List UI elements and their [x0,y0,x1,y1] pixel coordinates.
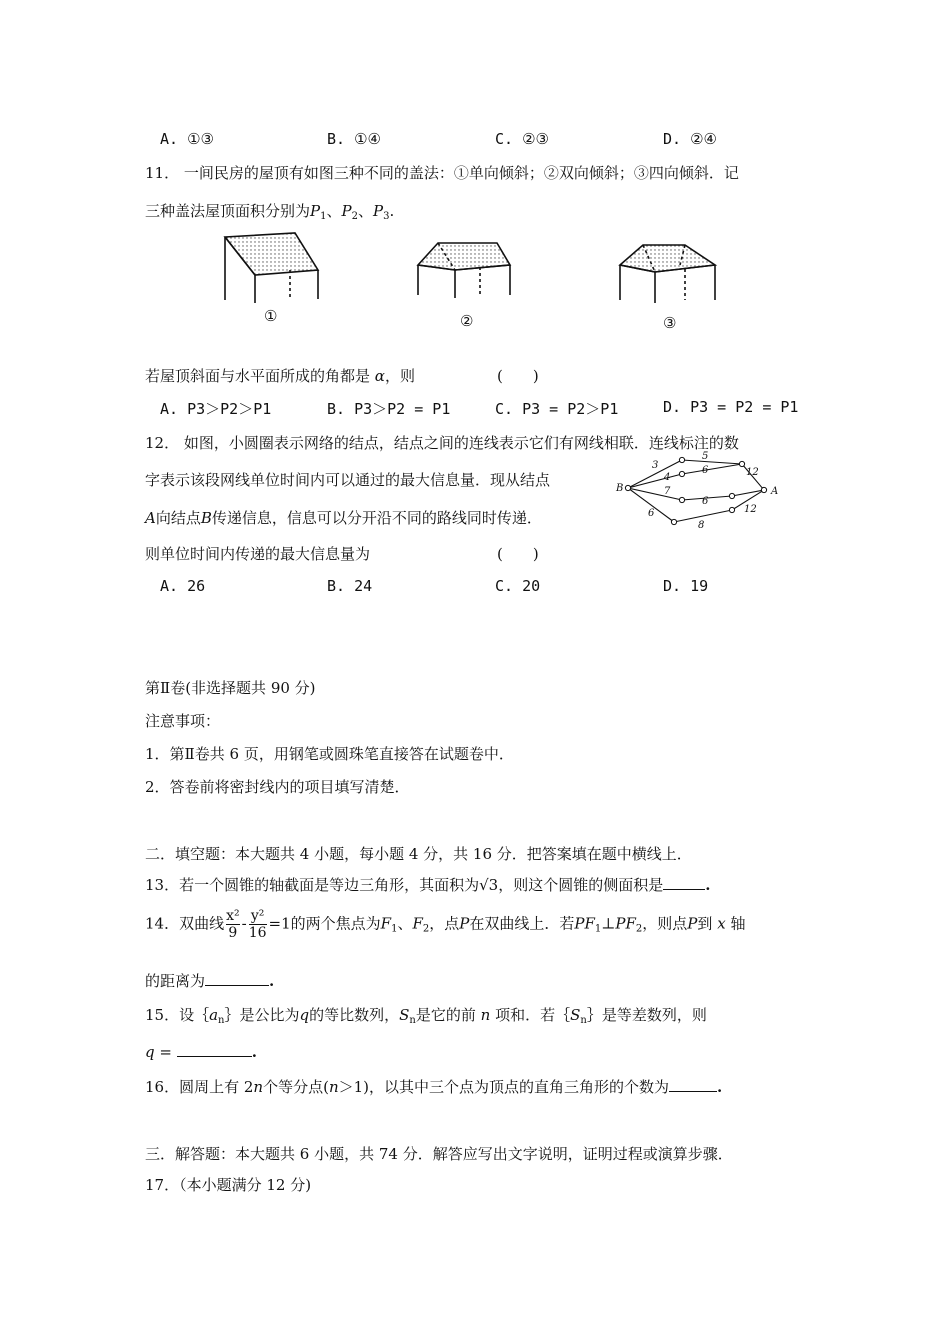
network-node [679,497,684,502]
edge-label: 12 [746,467,759,478]
q12-line2: 字表示该段网线单位时间内可以通过的最大信息量．现从结点 [145,471,551,489]
q11-option-a: A. P3＞P2＞P1 [160,400,272,418]
edge-label: 4 [664,472,671,483]
q16-answer-blank[interactable] [669,1077,717,1092]
q14-line2: 的距离为 . [145,972,275,990]
edge-label: 6 [702,496,709,507]
node-b-label: B [616,483,624,494]
edge-label: 6 [648,508,655,519]
q15-answer-blank[interactable] [177,1042,252,1057]
note-2: 2．答卷前将密封线内的项目填写清楚． [145,778,410,796]
q16: 16．圆周上有 2n个等分点(n＞1)，以其中三个点为顶点的直角三角形的个数为 . [145,1078,723,1096]
q12-option-d: D. 19 [663,577,709,595]
q10-option-a: A. ①③ [160,130,214,148]
q11-question: 若屋顶斜面与水平面所成的角都是 α，则 [145,367,415,385]
edge-label: 8 [698,520,705,531]
roof-figure-3 [620,245,715,303]
node-a [761,487,766,492]
q12-option-c: C. 20 [495,577,541,595]
q13: 13．若一个圆锥的轴截面是等边三角形，其面积为√3，则这个圆锥的侧面积是 . [145,876,711,894]
roof-figure-2 [418,243,510,298]
roof-label-1: ① [264,307,278,325]
q12-option-b: B. 24 [327,577,373,595]
edge-label: 5 [702,451,709,462]
network-node [679,457,684,462]
q15-line1: 15．设$\{a_n\}$是公比为q的等比数列，$S_n$是它的前 n 项和．若$\{S_n\}$是等差数列，则 [145,1006,707,1026]
q11-option-b: B. P3＞P2 = P1 [327,400,451,418]
q17-heading: 17．（本小题满分 12 分) [145,1176,312,1194]
q12-line4: 则单位时间内传递的最大信息量为 [145,545,371,563]
q11-option-c: C. P3 = P2＞P1 [495,400,619,418]
network-diagram [614,448,794,533]
network-node [671,519,676,524]
q10-option-c: C. ②③ [495,130,549,148]
q14-answer-blank[interactable] [205,971,269,986]
network-node [729,493,734,498]
edge-label: 12 [744,504,757,515]
q11-line2: 三种盖法屋顶面积分别为$P_1$、$P_2$、$P_3$. [145,202,395,222]
sqrt3: √3 [479,876,499,894]
q12-paren: ( ) [497,545,539,563]
q11-paren: ( ) [497,367,539,385]
section2-heading: 二．填空题：本大题共 4 小题，每小题 4 分，共 16 分．把答案填在题中横线上． [145,845,692,863]
network-node [679,471,684,476]
q12-line3: A向结点B传递信息，信息可以分开沿不同的路线同时传递． [145,509,542,527]
q11-option-d: D. P3 = P2 = P1 [663,398,799,416]
node-a-label: A [771,486,779,497]
roof-figures [210,225,800,340]
network-node [739,461,744,466]
q10-option-d: D. ②④ [663,130,717,148]
edge-label: 3 [652,460,659,471]
q14-line1: 14．双曲线 $\frac{\text{x²}}{9}$ - $\frac{\text{y²}}{16}$ =1的两个焦点为$F_1$、$F_2$，点P在双曲线上．若$PF_1\perp PF_2$，则点P到 x 轴 [145,908,746,941]
q12-option-a: A. 26 [160,577,206,595]
section3-heading: 三．解答题：本大题共 6 小题，共 74 分．解答应写出文字说明，证明过程或演算步骤． [145,1145,733,1163]
part2-title: 第Ⅱ卷(非选择题共 90 分) [145,679,316,697]
node-b [625,485,630,490]
q12-line1: 12． 如图，小圆圈表示网络的结点，结点之间的连线表示它们有网线相联．连线标注的数 [145,434,739,452]
q10-option-b: B. ①④ [327,130,381,148]
note-1: 1．第Ⅱ卷共 6 页，用钢笔或圆珠笔直接答在试题卷中． [145,745,514,763]
roof-figure-1 [225,233,318,303]
edge-label: 6 [702,465,709,476]
q13-answer-blank[interactable] [663,875,705,890]
q11-line1: 11． 一间民房的屋顶有如图三种不同的盖法：①单向倾斜；②双向倾斜；③四向倾斜．记 [145,164,739,182]
roof-label-2: ② [460,312,474,330]
q15-line2: q = . [145,1043,257,1061]
notes-title: 注意事项： [145,712,221,730]
network-node [729,507,734,512]
edge-label: 7 [664,486,671,497]
roof-label-3: ③ [663,314,677,332]
